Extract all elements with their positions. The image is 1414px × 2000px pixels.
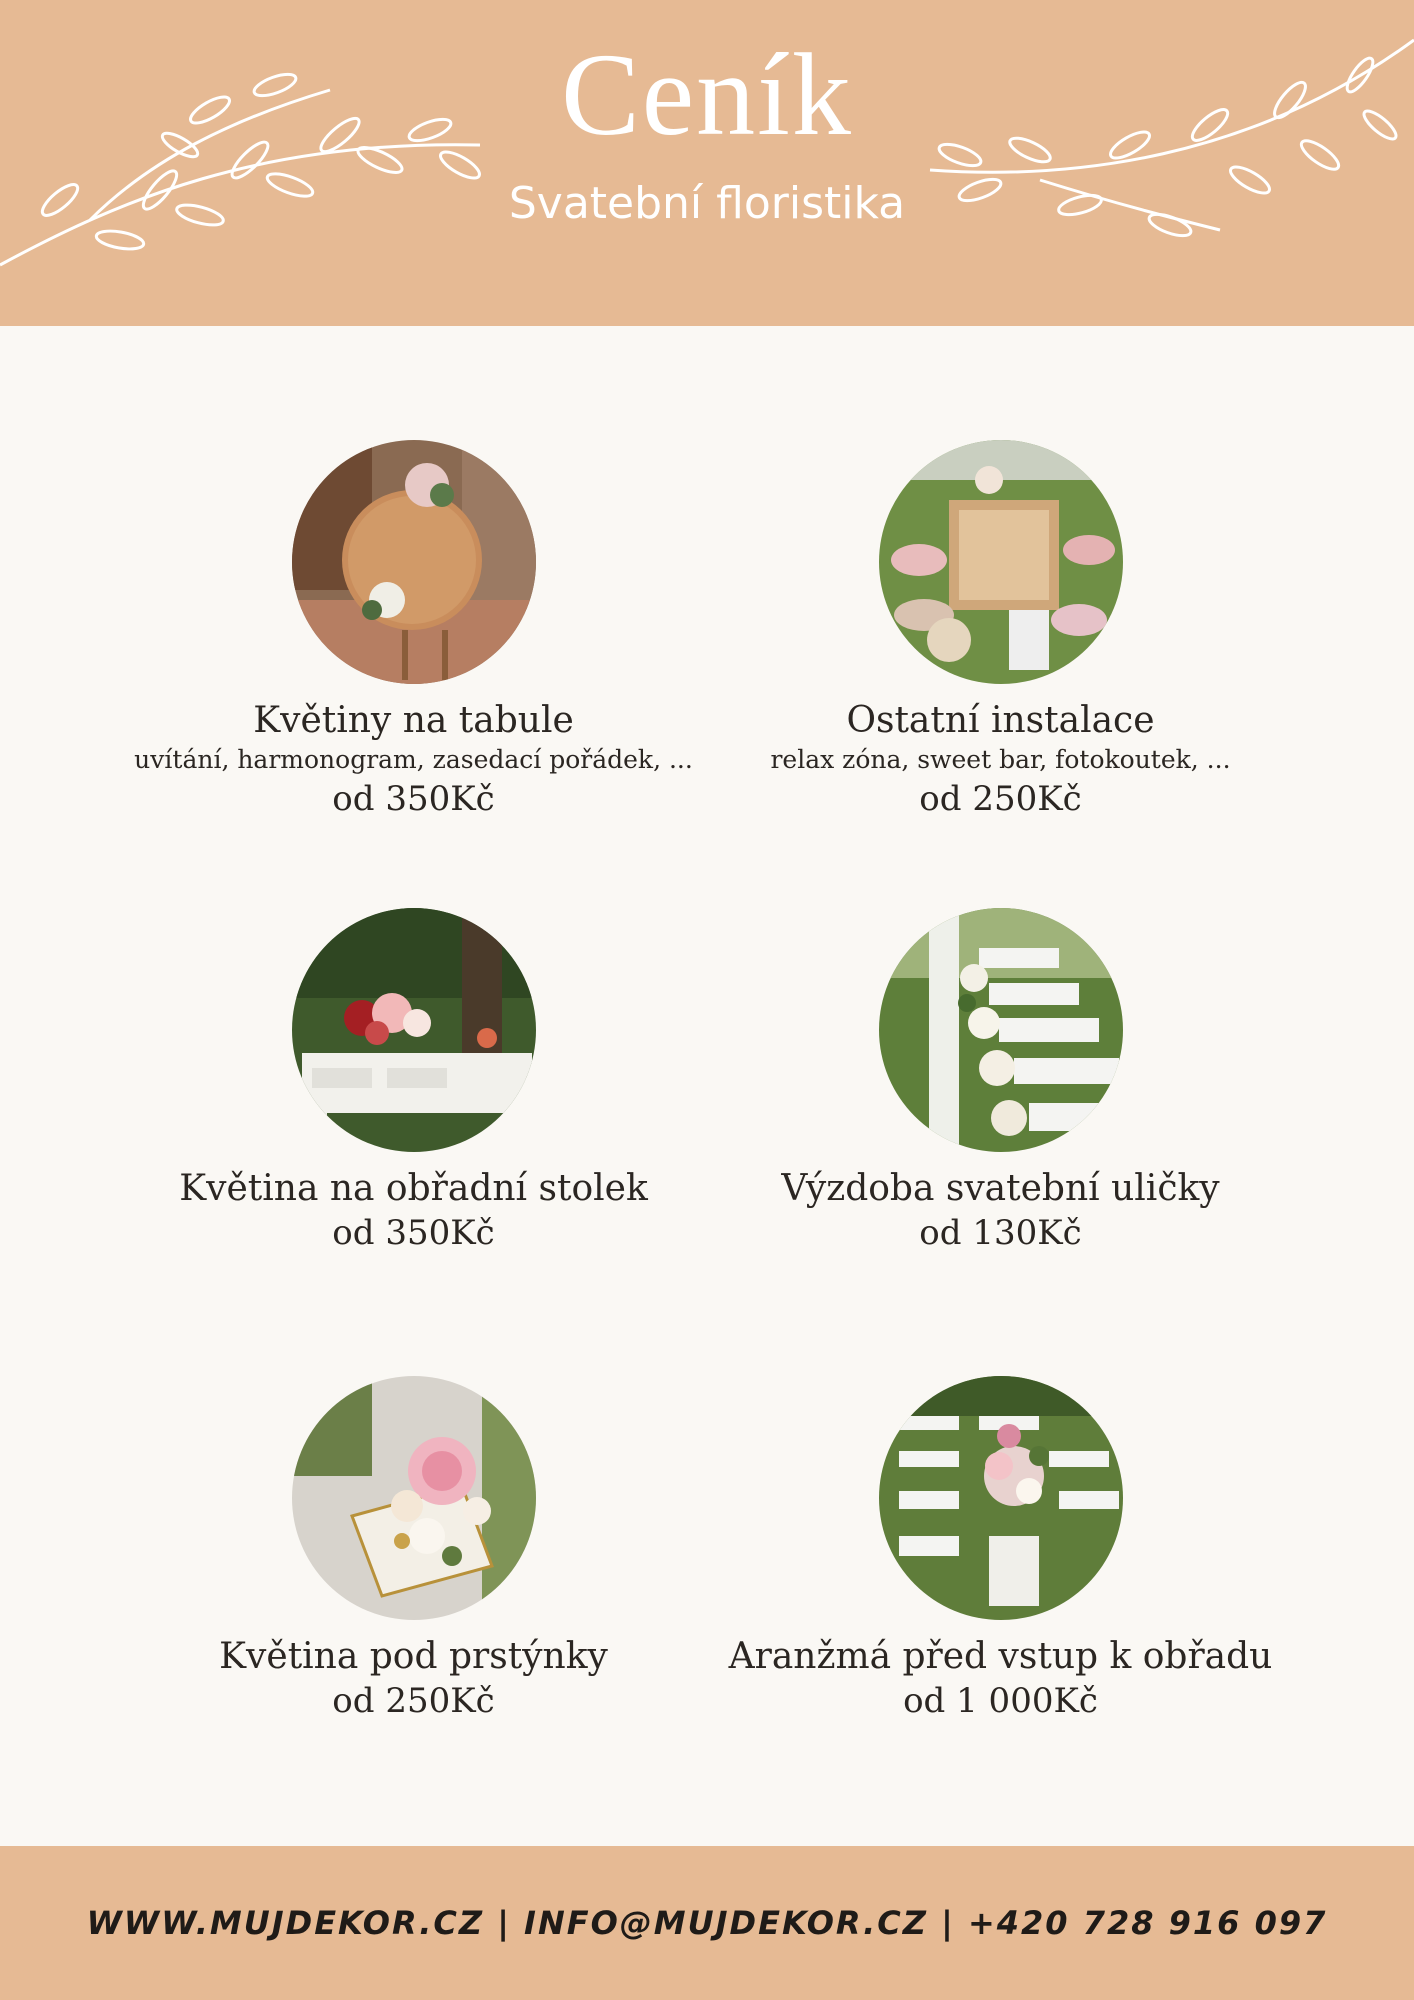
ceremony-table-flowers-photo — [292, 908, 536, 1152]
item-price: od 250Kč — [919, 778, 1082, 819]
aisle-decoration-photo — [879, 908, 1123, 1152]
item-title: Květina pod prstýnky — [219, 1636, 608, 1677]
item-description: uvítání, harmonogram, zasedací pořádek, ... — [134, 745, 693, 774]
item-title: Květiny na tabule — [253, 700, 574, 741]
price-item-aisle-decoration — [707, 908, 1294, 1376]
item-price: od 350Kč — [332, 1213, 495, 1253]
price-item-other-installations — [707, 440, 1294, 908]
price-item-board-flowers — [120, 440, 707, 908]
item-price: od 1 000Kč — [903, 1681, 1098, 1721]
page-title: Ceník — [561, 29, 853, 160]
item-price: od 250Kč — [332, 1681, 495, 1721]
picnic-installation-photo — [879, 440, 1123, 684]
footer-bar — [0, 1846, 1414, 2000]
price-item-ring-flower — [120, 1376, 707, 1844]
item-price: od 130Kč — [919, 1213, 1082, 1253]
item-title: Květina na obřadní stolek — [179, 1168, 648, 1209]
item-price: od 350Kč — [332, 778, 495, 819]
price-item-entrance-arrangement — [707, 1376, 1294, 1844]
page-subtitle: Svatební floristika — [508, 178, 906, 229]
contact-line: WWW.MUJDEKOR.CZ | INFO@MUJDEKOR.CZ | +420 728 916 097 — [86, 1904, 1328, 1942]
item-title: Ostatní instalace — [846, 700, 1155, 741]
header-banner — [0, 0, 1414, 326]
ceremony-entrance-arrangement-photo — [879, 1376, 1123, 1620]
item-title: Aranžmá před vstup k obřadu — [728, 1636, 1273, 1677]
welcome-board-flowers-photo — [292, 440, 536, 684]
ring-flower-box-photo — [292, 1376, 536, 1620]
price-item-ceremony-table — [120, 908, 707, 1376]
item-title: Výzdoba svatební uličky — [781, 1168, 1220, 1209]
item-description: relax zóna, sweet bar, fotokoutek, ... — [770, 745, 1231, 774]
price-list-grid — [120, 440, 1294, 1844]
